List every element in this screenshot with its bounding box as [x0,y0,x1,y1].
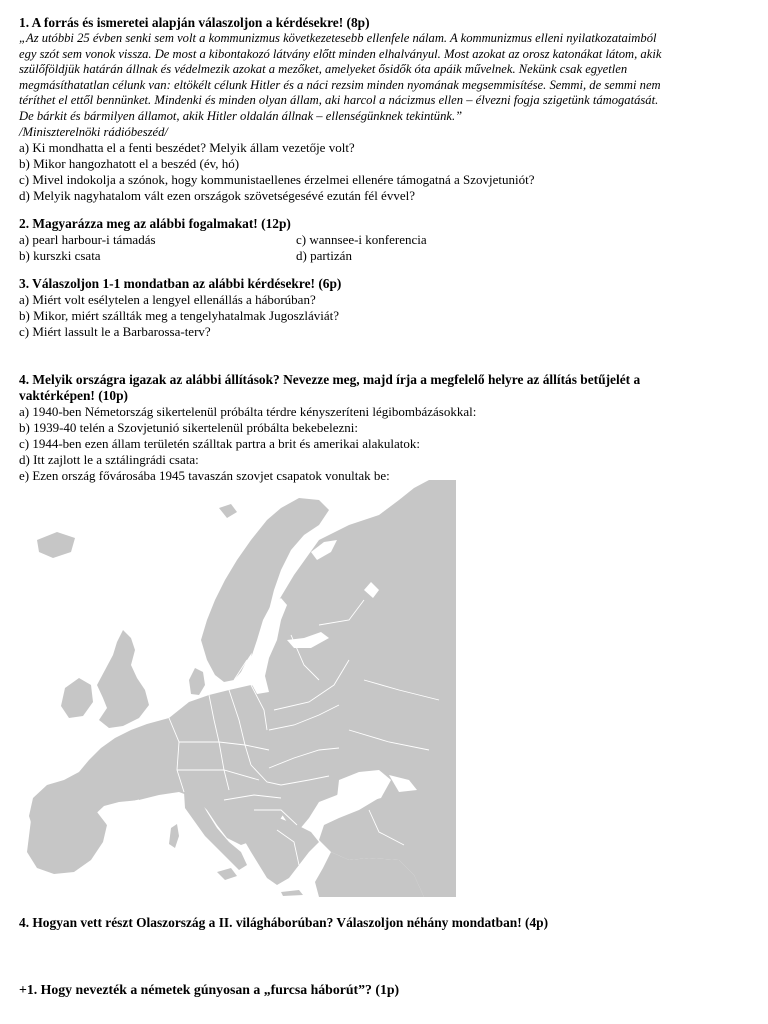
q1-quote [19,31,749,140]
q3-item-b: b) Mikor, miért szállták meg a tengelyhatalmak Jugoszláviát? [19,308,340,324]
europe-blank-map [19,480,456,897]
europe-map-svg [19,480,456,897]
q1-item-b: b) Mikor hangozhatott el a beszéd (év, hó) [19,156,240,172]
q3-title: 3. Válaszoljon 1-1 mondatban az alábbi kérdésekre! (6p) [19,276,342,292]
q4-item-e: e) Ezen ország fővárosába 1945 tavaszán szovjet csapatok vonultak be: [19,468,390,484]
worksheet [19,15,749,484]
q4b-title: 4. Hogyan vett részt Olaszország a II. világháborúban? Válaszoljon néhány mondatban! (4p) [19,915,549,930]
q4-title-cont: vaktérképen! (10p) [19,388,128,404]
q2-item-c: c) wannsee-i konferencia [296,232,427,248]
q2-item-d: d) partizán [296,248,352,264]
quote-line: „Az utóbbi 25 évben senki sem volt a kommunizmus következetesebb ellenfele nálam. A kommunizmus elleni nyilatkozataimból [19,31,657,45]
q1-item-d: d) Melyik nagyhatalom vált ezen országok szövetségesévé ezután fél évvel? [19,188,415,204]
q4-title: 4. Melyik országra igazak az alábbi állítások? Nevezze meg, majd írja a megfelelő helyre az állítás betűjelét a [19,372,641,388]
q2-item-a: a) pearl harbour-i támadás [19,232,156,248]
q2-item-b: b) kurszki csata [19,248,101,264]
quote-line: téríthet el ettől bennünket. Mindenki és minden olyan állam, aki harcol a nácizmus ellen – élvezni fogja szigetünk támogatását. [19,93,659,108]
q2-title: 2. Magyarázza meg az alábbi fogalmakat! (12p) [19,216,291,232]
quote-line: megmásíthatatlan célunk van: eltökélt célunk Hitler és a náci rezsim minden nyomának megsemmisítése. Semmi, de semmi nem [19,77,661,92]
q4-item-d: d) Itt zajlott le a sztálingrádi csata: [19,452,199,468]
q1-title: 1. A forrás és ismeretei alapján válaszoljon a kérdésekre! (8p) [19,15,370,30]
q1-item-c: c) Mivel indokolja a szónok, hogy kommunistaellenes érzelmei ellenére támogatná a Szovjetuniót? [19,172,535,188]
quote-line: De bárkit és bármilyen államot, akik Hitler oldalán állnak – ellenségünknek tekintünk.” [19,108,463,123]
q3-item-c: c) Miért lassult le a Barbarossa-terv? [19,324,211,340]
q2-row [19,232,749,248]
q2-row [19,248,749,264]
bonus-question-title: +1. Hogy nevezték a németek gúnyosan a „furcsa háborút”? (1p) [19,982,400,997]
map-land [27,480,456,897]
quote-source: /Miniszterelnöki rádióbeszéd/ [19,124,168,139]
quote-line: szülőföldjük határán állnak és védelmezik azokat a mezőket, amelyeket ősidők óta apáik művelnek. Nekünk csak egyetlen [19,62,628,77]
q4-item-a: a) 1940-ben Németország sikertelenül próbálta térdre kényszeríteni légibombázásokkal: [19,404,477,420]
q4-item-b: b) 1939-40 telén a Szovjetunió sikertelenül próbálta bekebelezni: [19,420,358,436]
q4-item-c: c) 1944-ben ezen állam területén szálltak partra a brit és amerikai alakulatok: [19,436,421,452]
quote-line: egy szót sem vonok vissza. De most a kibontakozó látvány előtt minden elhalványul. Most azokat az orosz katonákat látom, akik [19,46,662,61]
q3-item-a: a) Miért volt esélytelen a lengyel ellenállás a háborúban? [19,292,316,308]
q1-item-a: a) Ki mondhatta el a fenti beszédet? Melyik állam vezetője volt? [19,140,355,156]
